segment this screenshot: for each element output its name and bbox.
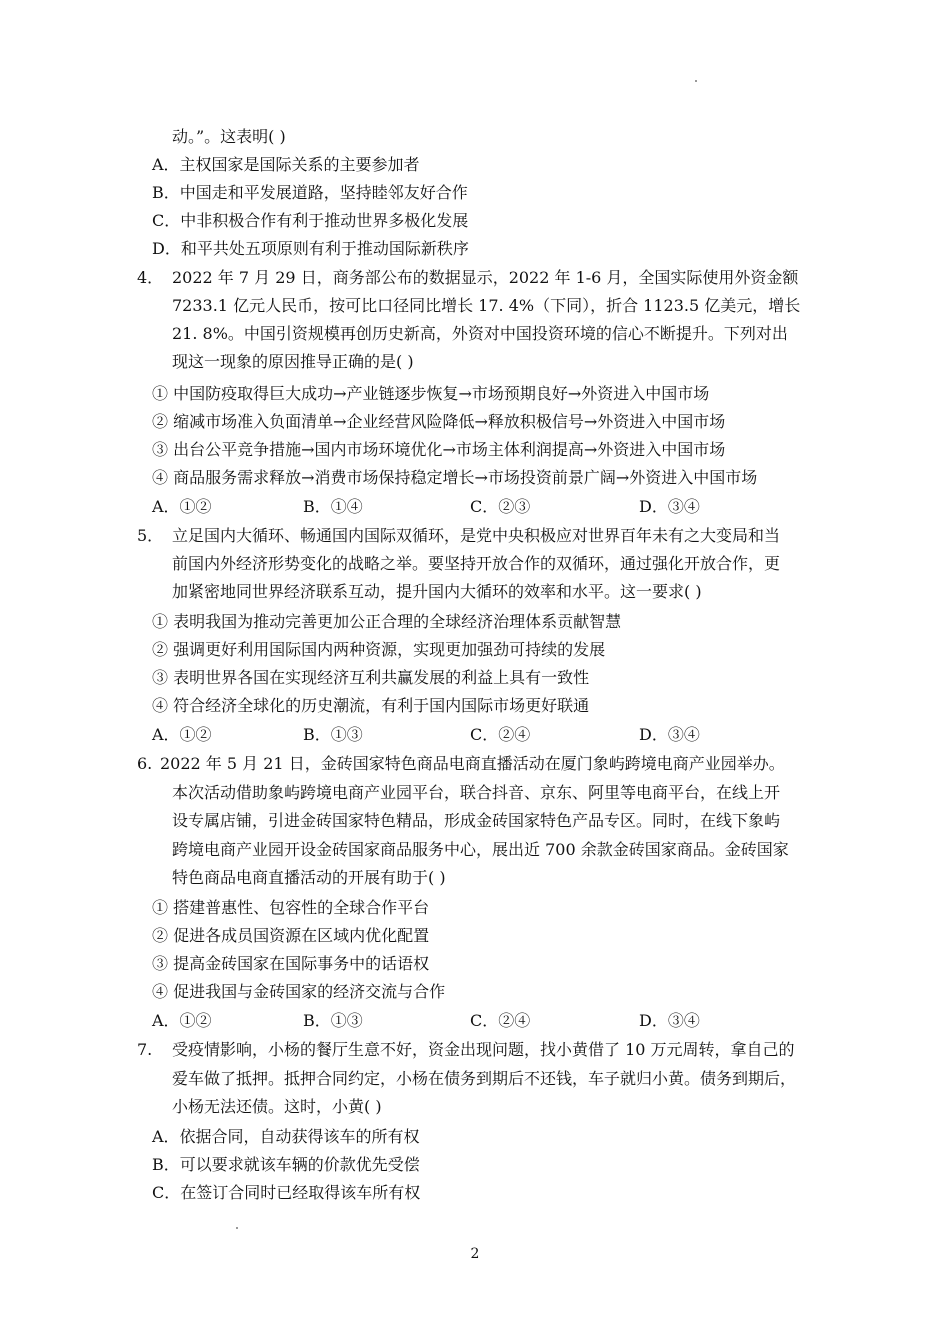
statement-item: ④ 符合经济全球化的历史潮流，有利于国内国际市场更好联通: [152, 696, 590, 715]
statement-item: ④ 促进我国与金砖国家的经济交流与合作: [152, 982, 446, 1001]
choice-b: B．①④: [303, 497, 363, 516]
question-stem-line: 跨境电商产业园开设金砖国家商品服务中心，展出近 700 余款金砖国家商品。金砖国家: [172, 840, 789, 859]
question-stem-line: 加紧密地同世界经济联系互动，提升国内大循环的效率和水平。这一要求( ): [172, 582, 702, 601]
option-c: C．中非积极合作有利于推动世界多极化发展: [152, 211, 469, 230]
question-stem-line: 现这一现象的原因推导正确的是( ): [172, 352, 414, 371]
choice-a: A．①②: [152, 725, 212, 744]
question-stem-line: 7233.1 亿元人民币，按可比口径同比增长 17. 4%（下同），折合 1123.5 亿美元，增长: [172, 296, 801, 315]
question-stem-line: 2022 年 5 月 21 日，金砖国家特色商品电商直播活动在厦门象屿跨境电商产业园举办。: [160, 754, 785, 773]
statement-item: ② 缩减市场准入负面清单→企业经营风险降低→释放积极信号→外资进入中国市场: [152, 412, 726, 431]
option-d: D．和平共处五项原则有利于推动国际新秩序: [152, 239, 469, 258]
statement-item: ① 中国防疫取得巨大成功→产业链逐步恢复→市场预期良好→外资进入中国市场: [152, 384, 710, 403]
statement-item: ② 强调更好利用国际国内两种资源，实现更加强劲可持续的发展: [152, 640, 606, 659]
statement-item: ④ 商品服务需求释放→消费市场保持稳定增长→市场投资前景广阔→外资进入中国市场: [152, 468, 758, 487]
question-stem-line: 本次活动借助象屿跨境电商产业园平台，联合抖音、京东、阿里等电商平台，在线上开: [172, 783, 781, 802]
question-stem-line: 设专属店铺，引进金砖国家特色精品，形成金砖国家特色产品专区。同时，在线下象屿: [172, 811, 781, 830]
question-number: 7.: [137, 1040, 153, 1059]
choice-c: C．②④: [470, 1011, 531, 1030]
statement-item: ① 表明我国为推动完善更加公正合理的全球经济治理体系贡献智慧: [152, 612, 622, 631]
scan-mark: [695, 80, 697, 82]
choice-a: A．①②: [152, 1011, 212, 1030]
choice-b: B．①③: [303, 1011, 363, 1030]
choice-c: C．②③: [470, 497, 531, 516]
option-b: B．中国走和平发展道路，坚持睦邻友好合作: [152, 183, 468, 202]
choice-d: D．③④: [639, 497, 700, 516]
question-stem-line: 前国内外经济形势变化的战略之举。要坚持开放合作的双循环，通过强化开放合作，更: [172, 554, 781, 573]
option-a: A．依据合同，自动获得该车的所有权: [152, 1127, 420, 1146]
statement-item: ③ 出台公平竞争措施→国内市场环境优化→市场主体利润提高→外资进入中国市场: [152, 440, 726, 459]
question-stem-line: 2022 年 7 月 29 日，商务部公布的数据显示，2022 年 1-6 月，全国实际使用外资金额: [172, 268, 799, 287]
question-stem-line: 动。”。这表明( ): [172, 127, 286, 146]
choice-c: C．②④: [470, 725, 531, 744]
option-a: A．主权国家是国际关系的主要参加者: [152, 155, 420, 174]
choice-d: D．③④: [639, 725, 700, 744]
question-stem-line: 受疫情影响，小杨的餐厅生意不好，资金出现问题，找小黄借了 10 万元周转，拿自己的: [172, 1040, 795, 1059]
option-c: C．在签订合同时已经取得该车所有权: [152, 1183, 421, 1202]
question-number: 4．: [137, 268, 164, 287]
statement-item: ① 搭建普惠性、包容性的全球合作平台: [152, 898, 430, 917]
statement-item: ③ 表明世界各国在实现经济互利共赢发展的利益上具有一致性: [152, 668, 590, 687]
question-stem-line: 爱车做了抵押。抵押合同约定，小杨在债务到期后不还钱，车子就归小黄。债务到期后，: [172, 1069, 797, 1088]
question-stem-line: 立足国内大循环、畅通国内国际双循环，是党中央积极应对世界百年未有之大变局和当: [172, 526, 781, 545]
option-b: B．可以要求就该车辆的价款优先受偿: [152, 1155, 420, 1174]
statement-item: ③ 提高金砖国家在国际事务中的话语权: [152, 954, 430, 973]
choice-a: A．①②: [152, 497, 212, 516]
question-number: 6.: [137, 754, 153, 773]
page-number: 2: [470, 1246, 480, 1262]
question-stem-line: 小杨无法还债。这时，小黄( ): [172, 1097, 382, 1116]
choice-d: D．③④: [639, 1011, 700, 1030]
question-stem-line: 21. 8%。中国引资规模再创历史新高，外资对中国投资环境的信心不断提升。下列对出: [172, 324, 788, 343]
question-stem-line: 特色商品电商直播活动的开展有助于( ): [172, 868, 446, 887]
scan-mark: [236, 1227, 238, 1229]
choice-b: B．①③: [303, 725, 363, 744]
statement-item: ② 促进各成员国资源在区域内优化配置: [152, 926, 430, 945]
question-number: 5．: [137, 526, 164, 545]
